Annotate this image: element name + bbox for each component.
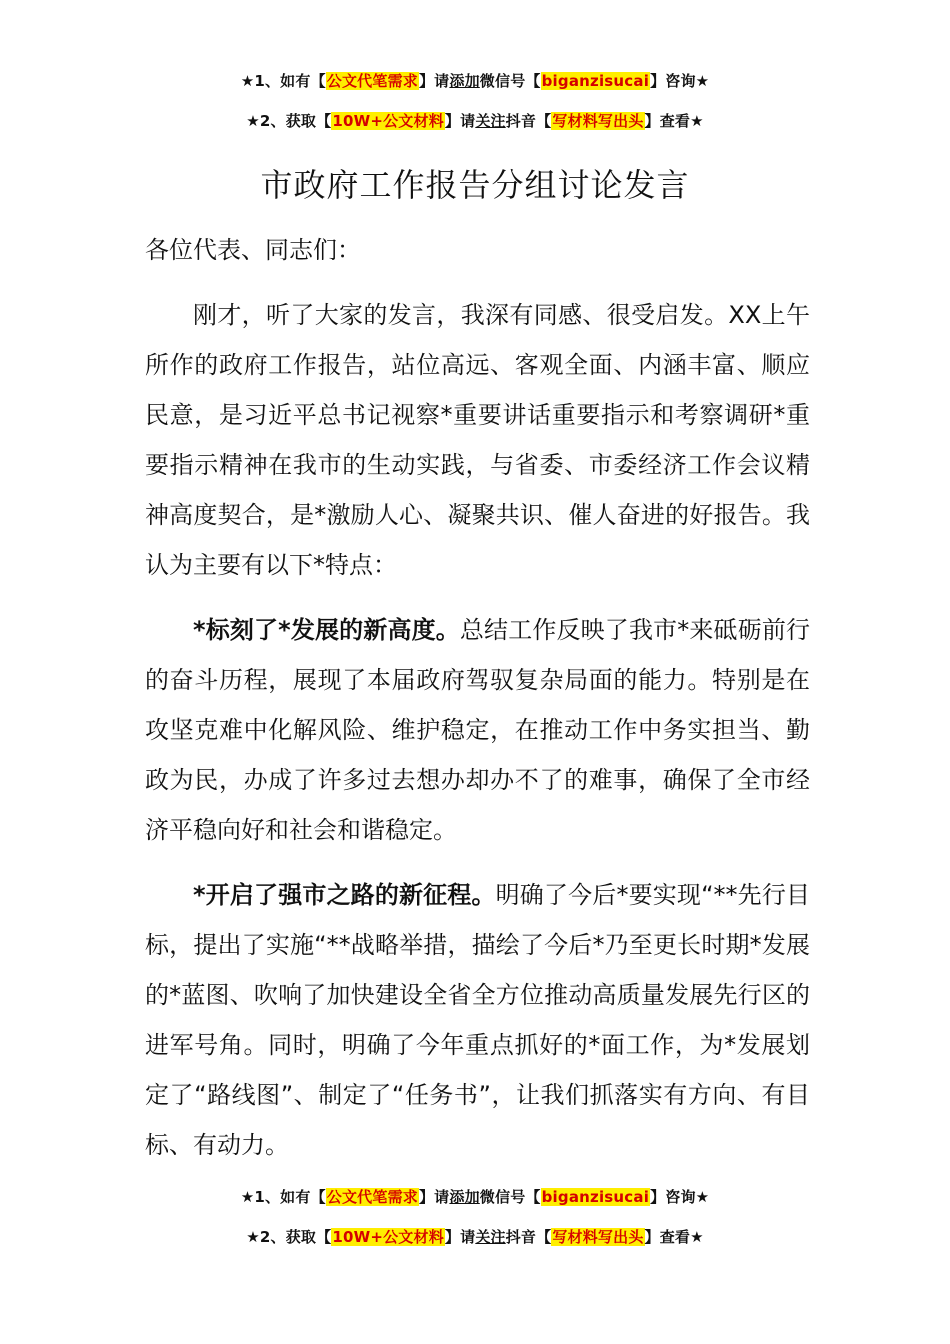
- banner-text: ★1、如有【: [240, 72, 326, 90]
- paragraph-2-lead: *标刻了*发展的新高度。: [193, 616, 460, 644]
- banner-text: 微信号【: [479, 72, 541, 90]
- banner-text: 抖音【: [505, 1228, 552, 1246]
- banner-text: 】请: [418, 72, 450, 90]
- banner-underline: 添加: [449, 1188, 480, 1206]
- paragraph-1: [145, 290, 810, 590]
- banner-highlight: 写材料写出头: [552, 112, 644, 130]
- banner-text: 】请: [418, 1188, 450, 1206]
- banner-text: 】查看★: [644, 1228, 704, 1246]
- banner-highlight: biganzisucai: [541, 72, 650, 90]
- paragraph-2-body: 总结工作反映了我市*来砥砺前行的奋斗历程，展现了本届政府驾驭复杂局面的能力。特别是在攻坚克难中化解风险、维护稳定，在推动工作中务实担当、勤政为民，办成了许多过去想办却办不了的难事，确保了全市经济平稳向好和社会和谐稳定。: [145, 616, 811, 844]
- salutation: 各位代表、同志们：: [145, 236, 361, 264]
- top-banner-line-1: [0, 70, 950, 91]
- banner-underline: 关注: [475, 1228, 506, 1246]
- banner-text: 】请: [444, 112, 476, 130]
- document-title: 市政府工作报告分组讨论发言: [260, 166, 690, 204]
- paragraph-3: [145, 870, 810, 1170]
- banner-text: ★2、获取【: [246, 112, 332, 130]
- paragraph-3-body: 明确了今后*要实现“**先行目标，提出了实施“**战略举措，描绘了今后*乃至更长时期*发展的*蓝图、吹响了加快建设全省全方位推动高质量发展先行区的进军号角。同时，明确了今年重点抓好的*面工作，为*发展划定了“路线图”、制定了“任务书”，让我们抓落实有方向、有目标、有动力。: [145, 881, 810, 1159]
- banner-text: 】请: [444, 1228, 476, 1246]
- banner-text: 微信号【: [479, 1188, 541, 1206]
- banner-underline: 添加: [449, 72, 480, 90]
- paragraph-3-text: [145, 870, 810, 1170]
- banner-text: ★2、获取【: [246, 1228, 332, 1246]
- banner-highlight: biganzisucai: [541, 1188, 650, 1206]
- paragraph-2: [145, 605, 810, 855]
- banner-highlight: 公文代笔需求: [326, 1188, 418, 1206]
- bottom-banner-line-2: [0, 1226, 950, 1247]
- banner-highlight: 10W+公文材料: [332, 112, 444, 130]
- banner-text: 】咨询★: [650, 72, 710, 90]
- paragraph-2-text: [145, 605, 810, 855]
- top-banner-line-2: [0, 110, 950, 131]
- banner-text: 抖音【: [505, 112, 552, 130]
- banner-highlight: 公文代笔需求: [326, 72, 418, 90]
- paragraph-3-lead: *开启了强市之路的新征程。: [193, 881, 496, 909]
- banner-highlight: 写材料写出头: [552, 1228, 644, 1246]
- paragraph-1-text: 刚才，听了大家的发言，我深有同感、很受启发。XX上午所作的政府工作报告，站位高远、客观全面、内涵丰富、顺应民意，是习近平总书记视察*重要讲话重要指示和考察调研*重要指示精神在我市的生动实践，与省委、市委经济工作会议精神高度契合，是*激励人心、凝聚共识、催人奋进的好报告。我认为主要有以下*特点：: [145, 301, 810, 579]
- banner-highlight: 10W+公文材料: [332, 1228, 444, 1246]
- bottom-banner-line-1: [0, 1186, 950, 1207]
- banner-text: ★1、如有【: [240, 1188, 326, 1206]
- banner-text: 】查看★: [644, 112, 704, 130]
- banner-underline: 关注: [475, 112, 506, 130]
- banner-text: 】咨询★: [650, 1188, 710, 1206]
